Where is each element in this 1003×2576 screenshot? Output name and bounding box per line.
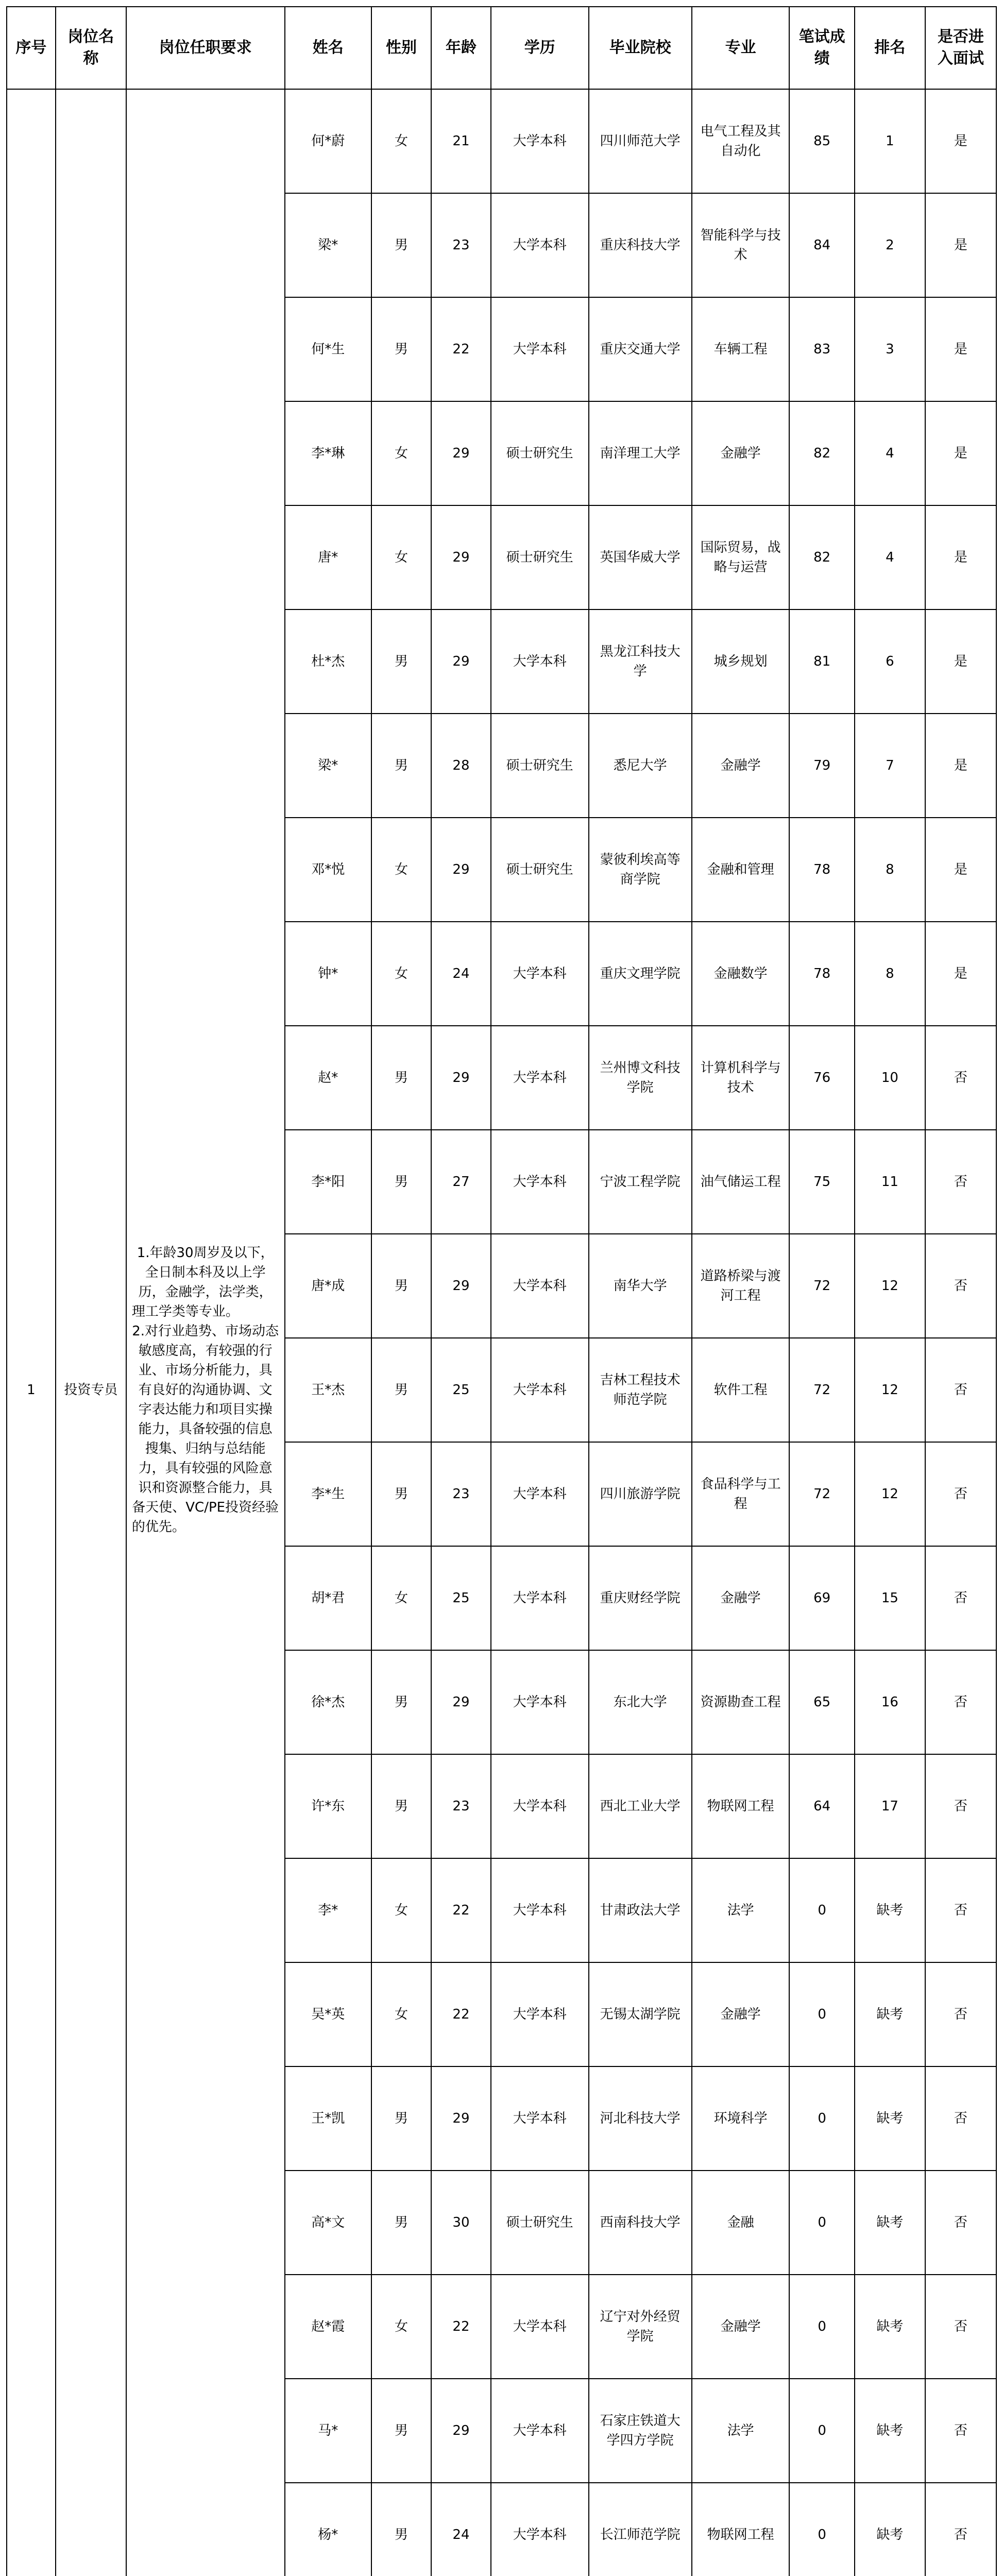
cell-school: 河北科技大学	[589, 2066, 692, 2171]
cell-name: 杨*	[285, 2483, 372, 2576]
cell-name: 唐*成	[285, 1234, 372, 1338]
cell-school: 长江师范学院	[589, 2483, 692, 2576]
position-requirements: 1.年龄30周岁及以下，全日制本科及以上学历，金融学，法学类，理工学类等专业。 2.对行业趋势、市场动态敏感度高，有较强的行业、市场分析能力，具有良好的沟通协调、文字表达能力和项目实操能力，具备较强的信息搜集、归纳与总结能力，具有较强的风险意识和资源整合能力，具备天使、VC/PE投资经验的优先。	[126, 89, 285, 2576]
cell-rank: 2	[855, 193, 925, 297]
cell-score: 0	[789, 2275, 854, 2379]
cell-score: 72	[789, 1442, 854, 1546]
cell-school: 南华大学	[589, 1234, 692, 1338]
cell-education: 大学本科	[491, 1026, 589, 1130]
cell-education: 大学本科	[491, 1962, 589, 2066]
cell-school: 重庆科技大学	[589, 193, 692, 297]
cell-score: 79	[789, 714, 854, 818]
cell-rank: 10	[855, 1026, 925, 1130]
cell-major: 环境科学	[692, 2066, 790, 2171]
cell-gender: 女	[371, 505, 431, 609]
col-header-score: 笔试成绩	[789, 7, 854, 89]
cell-score: 0	[789, 2171, 854, 2275]
cell-name: 赵*	[285, 1026, 372, 1130]
cell-major: 资源勘查工程	[692, 1650, 790, 1754]
cell-age: 29	[431, 1650, 491, 1754]
cell-major: 金融学	[692, 1546, 790, 1650]
cell-education: 大学本科	[491, 1546, 589, 1650]
cell-name: 杜*杰	[285, 609, 372, 714]
cell-age: 23	[431, 193, 491, 297]
cell-school: 黑龙江科技大学	[589, 609, 692, 714]
cell-age: 29	[431, 401, 491, 505]
cell-education: 硕士研究生	[491, 401, 589, 505]
cell-rank: 缺考	[855, 2275, 925, 2379]
cell-education: 大学本科	[491, 1650, 589, 1754]
cell-school: 东北大学	[589, 1650, 692, 1754]
cell-name: 胡*君	[285, 1546, 372, 1650]
cell-name: 吴*英	[285, 1962, 372, 2066]
cell-gender: 女	[371, 922, 431, 1026]
cell-score: 76	[789, 1026, 854, 1130]
cell-gender: 女	[371, 1546, 431, 1650]
cell-score: 72	[789, 1338, 854, 1442]
cell-school: 无锡太湖学院	[589, 1962, 692, 2066]
cell-education: 大学本科	[491, 922, 589, 1026]
cell-school: 四川旅游学院	[589, 1442, 692, 1546]
cell-name: 李*琳	[285, 401, 372, 505]
cell-name: 钟*	[285, 922, 372, 1026]
cell-education: 大学本科	[491, 1754, 589, 1858]
cell-age: 22	[431, 1962, 491, 2066]
cell-major: 金融学	[692, 2275, 790, 2379]
cell-score: 75	[789, 1130, 854, 1234]
cell-name: 马*	[285, 2379, 372, 2483]
cell-age: 23	[431, 1442, 491, 1546]
cell-gender: 男	[371, 1754, 431, 1858]
cell-rank: 15	[855, 1546, 925, 1650]
cell-score: 84	[789, 193, 854, 297]
cell-major: 道路桥梁与渡河工程	[692, 1234, 790, 1338]
cell-interview: 是	[925, 818, 996, 922]
cell-rank: 1	[855, 89, 925, 193]
cell-interview: 否	[925, 1234, 996, 1338]
cell-rank: 4	[855, 505, 925, 609]
cell-rank: 16	[855, 1650, 925, 1754]
cell-gender: 男	[371, 297, 431, 401]
cell-major: 金融学	[692, 1962, 790, 2066]
cell-score: 0	[789, 1858, 854, 1962]
cell-score: 78	[789, 818, 854, 922]
cell-age: 21	[431, 89, 491, 193]
col-header-rank: 排名	[855, 7, 925, 89]
cell-education: 硕士研究生	[491, 714, 589, 818]
cell-education: 大学本科	[491, 2066, 589, 2171]
cell-name: 徐*杰	[285, 1650, 372, 1754]
cell-gender: 女	[371, 818, 431, 922]
cell-school: 石家庄铁道大学四方学院	[589, 2379, 692, 2483]
cell-rank: 4	[855, 401, 925, 505]
cell-score: 83	[789, 297, 854, 401]
cell-school: 西南科技大学	[589, 2171, 692, 2275]
cell-gender: 男	[371, 1026, 431, 1130]
cell-school: 英国华威大学	[589, 505, 692, 609]
cell-score: 0	[789, 2379, 854, 2483]
cell-major: 金融	[692, 2171, 790, 2275]
cell-rank: 12	[855, 1338, 925, 1442]
cell-name: 梁*	[285, 193, 372, 297]
col-header-requirement: 岗位任职要求	[126, 7, 285, 89]
cell-score: 69	[789, 1546, 854, 1650]
cell-interview: 否	[925, 1754, 996, 1858]
cell-name: 唐*	[285, 505, 372, 609]
cell-rank: 缺考	[855, 2483, 925, 2576]
cell-age: 22	[431, 2275, 491, 2379]
cell-interview: 否	[925, 2275, 996, 2379]
cell-score: 64	[789, 1754, 854, 1858]
cell-age: 28	[431, 714, 491, 818]
cell-interview: 是	[925, 609, 996, 714]
col-header-gender: 性别	[371, 7, 431, 89]
cell-age: 29	[431, 818, 491, 922]
cell-rank: 缺考	[855, 2066, 925, 2171]
cell-major: 智能科学与技术	[692, 193, 790, 297]
cell-education: 大学本科	[491, 89, 589, 193]
cell-school: 悉尼大学	[589, 714, 692, 818]
header-row	[7, 7, 996, 89]
cell-age: 24	[431, 2483, 491, 2576]
cell-interview: 否	[925, 1026, 996, 1130]
cell-interview: 是	[925, 922, 996, 1026]
cell-rank: 8	[855, 922, 925, 1026]
cell-interview: 否	[925, 1650, 996, 1754]
cell-gender: 女	[371, 2275, 431, 2379]
cell-school: 重庆交通大学	[589, 297, 692, 401]
cell-gender: 女	[371, 1858, 431, 1962]
cell-rank: 缺考	[855, 1962, 925, 2066]
cell-gender: 男	[371, 1234, 431, 1338]
cell-name: 赵*霞	[285, 2275, 372, 2379]
cell-name: 李*生	[285, 1442, 372, 1546]
cell-age: 29	[431, 505, 491, 609]
cell-name: 李*	[285, 1858, 372, 1962]
cell-name: 李*阳	[285, 1130, 372, 1234]
cell-education: 大学本科	[491, 1858, 589, 1962]
cell-interview: 否	[925, 1130, 996, 1234]
col-header-position: 岗位名称	[56, 7, 126, 89]
cell-education: 大学本科	[491, 2379, 589, 2483]
cell-major: 城乡规划	[692, 609, 790, 714]
cell-age: 23	[431, 1754, 491, 1858]
cell-rank: 缺考	[855, 1858, 925, 1962]
cell-gender: 女	[371, 1962, 431, 2066]
cell-gender: 男	[371, 1650, 431, 1754]
cell-name: 许*东	[285, 1754, 372, 1858]
cell-education: 硕士研究生	[491, 818, 589, 922]
cell-interview: 是	[925, 193, 996, 297]
cell-interview: 否	[925, 2483, 996, 2576]
cell-interview: 是	[925, 714, 996, 818]
cell-school: 重庆财经学院	[589, 1546, 692, 1650]
cell-gender: 男	[371, 2483, 431, 2576]
cell-interview: 否	[925, 1546, 996, 1650]
cell-score: 0	[789, 2066, 854, 2171]
cell-major: 电气工程及其自动化	[692, 89, 790, 193]
cell-name: 王*凯	[285, 2066, 372, 2171]
col-header-name: 姓名	[285, 7, 372, 89]
cell-score: 0	[789, 2483, 854, 2576]
cell-education: 硕士研究生	[491, 2171, 589, 2275]
cell-age: 29	[431, 1026, 491, 1130]
cell-gender: 男	[371, 193, 431, 297]
cell-gender: 男	[371, 1442, 431, 1546]
cell-gender: 男	[371, 2379, 431, 2483]
cell-age: 30	[431, 2171, 491, 2275]
cell-school: 甘肃政法大学	[589, 1858, 692, 1962]
col-header-no: 序号	[7, 7, 56, 89]
cell-school: 蒙彼利埃高等商学院	[589, 818, 692, 922]
cell-score: 82	[789, 505, 854, 609]
cell-school: 南洋理工大学	[589, 401, 692, 505]
cell-major: 金融和管理	[692, 818, 790, 922]
cell-major: 食品科学与工程	[692, 1442, 790, 1546]
candidate-table	[6, 6, 997, 2576]
cell-age: 29	[431, 2379, 491, 2483]
table-row	[7, 89, 996, 193]
cell-rank: 缺考	[855, 2171, 925, 2275]
cell-school: 兰州博文科技学院	[589, 1026, 692, 1130]
cell-rank: 12	[855, 1442, 925, 1546]
cell-age: 25	[431, 1338, 491, 1442]
cell-major: 车辆工程	[692, 297, 790, 401]
cell-age: 25	[431, 1546, 491, 1650]
cell-score: 72	[789, 1234, 854, 1338]
cell-school: 吉林工程技术师范学院	[589, 1338, 692, 1442]
cell-age: 29	[431, 1234, 491, 1338]
cell-major: 金融学	[692, 401, 790, 505]
col-header-school: 毕业院校	[589, 7, 692, 89]
cell-gender: 男	[371, 1130, 431, 1234]
cell-gender: 男	[371, 1338, 431, 1442]
cell-interview: 是	[925, 89, 996, 193]
cell-interview: 否	[925, 2379, 996, 2483]
cell-name: 梁*	[285, 714, 372, 818]
cell-age: 29	[431, 2066, 491, 2171]
cell-interview: 是	[925, 401, 996, 505]
cell-name: 何*生	[285, 297, 372, 401]
cell-gender: 男	[371, 2066, 431, 2171]
cell-score: 82	[789, 401, 854, 505]
cell-score: 81	[789, 609, 854, 714]
cell-name: 高*文	[285, 2171, 372, 2275]
cell-age: 22	[431, 297, 491, 401]
cell-school: 西北工业大学	[589, 1754, 692, 1858]
cell-gender: 男	[371, 2171, 431, 2275]
cell-name: 邓*悦	[285, 818, 372, 922]
cell-rank: 8	[855, 818, 925, 922]
cell-major: 法学	[692, 2379, 790, 2483]
cell-score: 85	[789, 89, 854, 193]
cell-education: 大学本科	[491, 1442, 589, 1546]
cell-rank: 缺考	[855, 2379, 925, 2483]
cell-rank: 12	[855, 1234, 925, 1338]
cell-age: 24	[431, 922, 491, 1026]
cell-interview: 否	[925, 2066, 996, 2171]
cell-age: 29	[431, 609, 491, 714]
cell-education: 大学本科	[491, 1338, 589, 1442]
col-header-education: 学历	[491, 7, 589, 89]
cell-interview: 是	[925, 297, 996, 401]
cell-major: 法学	[692, 1858, 790, 1962]
cell-major: 油气储运工程	[692, 1130, 790, 1234]
cell-rank: 17	[855, 1754, 925, 1858]
cell-major: 国际贸易，战略与运营	[692, 505, 790, 609]
cell-gender: 男	[371, 714, 431, 818]
cell-education: 大学本科	[491, 1130, 589, 1234]
cell-rank: 6	[855, 609, 925, 714]
group-number: 1	[7, 89, 56, 2576]
cell-school: 四川师范大学	[589, 89, 692, 193]
cell-rank: 11	[855, 1130, 925, 1234]
cell-gender: 男	[371, 609, 431, 714]
cell-interview: 是	[925, 505, 996, 609]
col-header-age: 年龄	[431, 7, 491, 89]
cell-education: 硕士研究生	[491, 505, 589, 609]
cell-major: 金融学	[692, 714, 790, 818]
cell-gender: 女	[371, 401, 431, 505]
cell-gender: 女	[371, 89, 431, 193]
cell-education: 大学本科	[491, 297, 589, 401]
cell-education: 大学本科	[491, 2275, 589, 2379]
cell-rank: 3	[855, 297, 925, 401]
cell-school: 重庆文理学院	[589, 922, 692, 1026]
cell-interview: 否	[925, 1858, 996, 1962]
cell-interview: 否	[925, 1442, 996, 1546]
cell-education: 大学本科	[491, 193, 589, 297]
cell-major: 软件工程	[692, 1338, 790, 1442]
cell-name: 王*杰	[285, 1338, 372, 1442]
cell-interview: 否	[925, 1962, 996, 2066]
cell-education: 大学本科	[491, 609, 589, 714]
cell-education: 大学本科	[491, 2483, 589, 2576]
cell-school: 宁波工程学院	[589, 1130, 692, 1234]
cell-age: 27	[431, 1130, 491, 1234]
cell-major: 计算机科学与技术	[692, 1026, 790, 1130]
cell-school: 辽宁对外经贸学院	[589, 2275, 692, 2379]
cell-score: 65	[789, 1650, 854, 1754]
cell-score: 0	[789, 1962, 854, 2066]
cell-score: 78	[789, 922, 854, 1026]
cell-major: 物联网工程	[692, 2483, 790, 2576]
position-name: 投资专员	[56, 89, 126, 2576]
cell-name: 何*蔚	[285, 89, 372, 193]
col-header-major: 专业	[692, 7, 790, 89]
cell-rank: 7	[855, 714, 925, 818]
col-header-interview: 是否进入面试	[925, 7, 996, 89]
cell-interview: 否	[925, 1338, 996, 1442]
cell-major: 金融数学	[692, 922, 790, 1026]
cell-major: 物联网工程	[692, 1754, 790, 1858]
cell-age: 22	[431, 1858, 491, 1962]
cell-interview: 否	[925, 2171, 996, 2275]
cell-education: 大学本科	[491, 1234, 589, 1338]
